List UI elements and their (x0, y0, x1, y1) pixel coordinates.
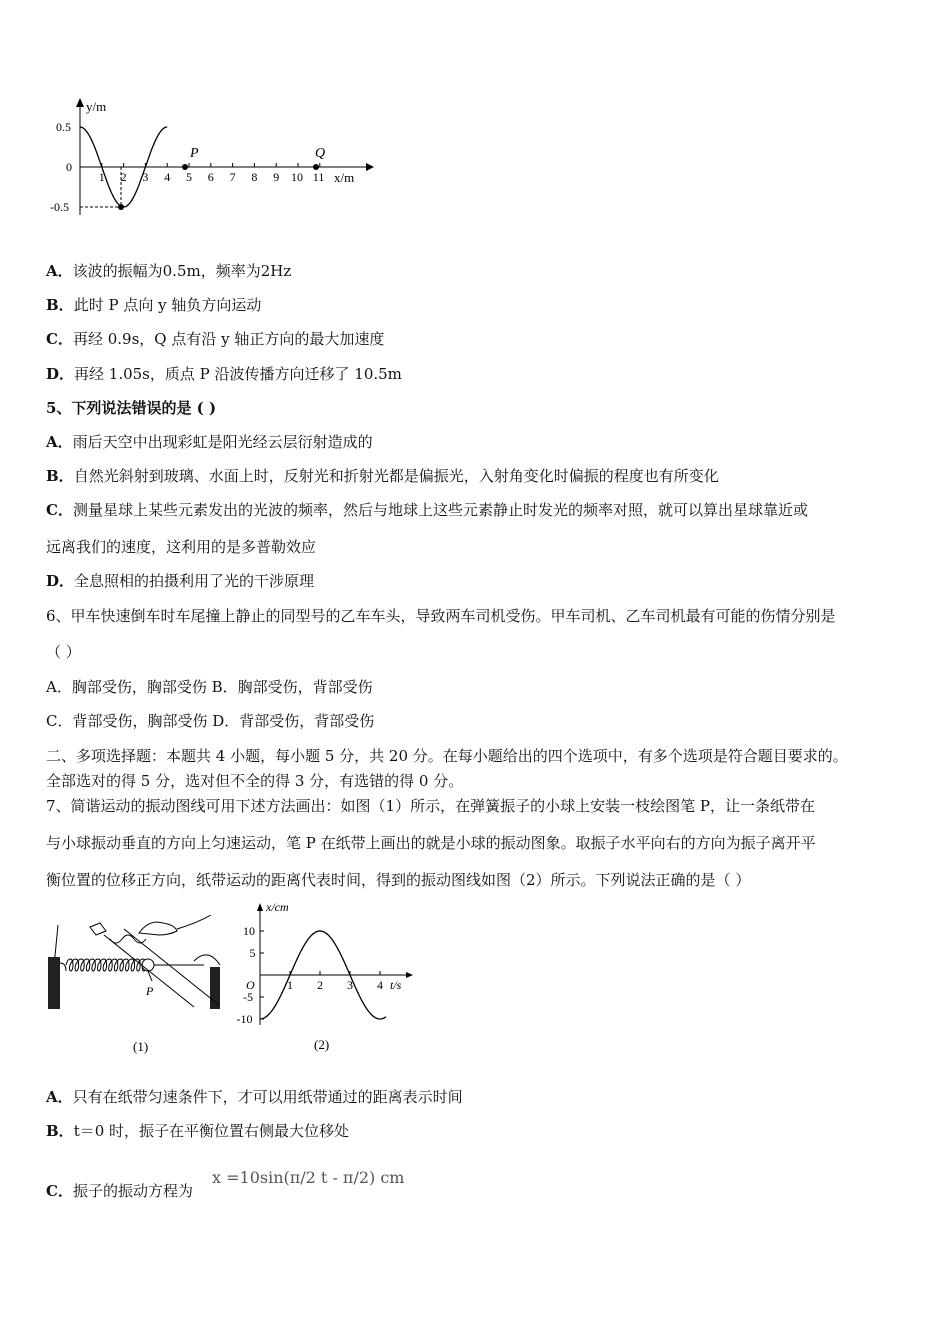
t-tick-label: 2 (317, 978, 323, 992)
wave-figure (48, 95, 378, 225)
x-tick-label: 2 (120, 170, 127, 184)
q4-option-a: A．该波的振幅为0.5m，频率为2Hz (46, 262, 292, 280)
q7-option-a: A．只有在纸带匀速条件下，才可以用纸带通过的距离表示时间 (46, 1088, 463, 1106)
t-tick-label: 4 (377, 978, 383, 992)
q5-option-c-cont: 远离我们的速度，这利用的是多普勒效应 (46, 538, 317, 556)
hand-sleeve (177, 915, 211, 929)
trough-dot (118, 204, 124, 210)
x-axis-arrow (366, 163, 374, 171)
y-tick-neg0.5: -0.5 (50, 200, 69, 214)
left-wall (48, 957, 60, 1009)
q5-option-c: C．测量星球上某些元素发出的光波的频率，然后与地球上这些元素静止时发光的频率对照，就可以算出星球靠近或 (46, 501, 808, 519)
t-tick-label: 1 (287, 978, 293, 992)
spring (66, 959, 146, 971)
pen-label-p: P (146, 984, 154, 998)
q6-stem-line1: 6、甲车快速倒车时车尾撞上静止的同型号的乙车车头，导致两车司机受伤。甲车司机、乙车司机最有可能的伤情分别是 (46, 607, 836, 625)
x-tick-label: 11 (312, 170, 325, 184)
q7-stem-line3: 衡位置的位移正方向，纸带运动的距离代表时间，得到的振动图线如图（2）所示。下列说法正确的是（ ） (46, 871, 751, 889)
x-tick-label: 4 (164, 170, 171, 184)
spring-oscillator-figure (44, 915, 234, 1060)
figure2-caption: (2) (314, 1037, 330, 1052)
section2-line1: 二、多项选择题：本题共 4 小题，每小题 5 分，共 20 分。在每小题给出的四个选项中，有多个选项是符合题目要求的。 (46, 747, 848, 765)
tape-roll (90, 923, 106, 935)
q5-option-b: B．自然光斜射到玻璃、水面上时，反射光和折射光都是偏振光，入射角变化时偏振的程度也有所变化 (46, 467, 719, 485)
q4-option-b: B．此时 P 点向 y 轴负方向运动 (46, 296, 262, 314)
q7-option-c: C．振子的振动方程为 (46, 1182, 193, 1200)
x-axis-arrow (257, 903, 263, 911)
point-q-label: Q (315, 146, 326, 161)
x-tick-label: 5 (186, 170, 192, 184)
x-tick-label: 3 (142, 170, 149, 184)
y-tick-0.5: 0.5 (56, 120, 71, 134)
origin-label: O (246, 978, 255, 992)
q5-option-a: A．雨后天空中出现彩虹是阳光经云层衍射造成的 (46, 433, 373, 451)
q7-stem-line1: 7、简谐运动的振动图线可用下述方法画出：如图（1）所示，在弹簧振子的小球上安装一枝绘图笔 P，让一条纸带在 (46, 797, 815, 815)
q6-options-row1: A．胸部受伤，胸部受伤 B．胸部受伤，背部受伤 (46, 678, 373, 696)
x-axis-label: x/m (334, 170, 355, 185)
y-axis-arrow (76, 98, 84, 107)
point-q-dot (313, 164, 319, 170)
point-p-label: P (190, 146, 199, 161)
y-tick-0: 0 (66, 160, 72, 174)
x-tick-label: 8 (251, 170, 258, 184)
y-tick-label: -5 (243, 990, 253, 1004)
q6-options-row2: C．背部受伤，胸部受伤 D．背部受伤，背部受伤 (46, 712, 375, 730)
paper-tape-edge2 (124, 929, 219, 1005)
left-wall-bracket (60, 963, 66, 971)
q7-option-c-equation: x =10sin(π/2 t - π/2) cm (212, 1168, 405, 1187)
q4-option-d: D．再经 1.05s，质点 P 沿波传播方向迁移了 10.5m (46, 365, 402, 383)
x-tick-label: 7 (229, 170, 236, 184)
x-tick-label: 6 (207, 170, 214, 184)
vibration-graph-figure (228, 897, 418, 1062)
q6-stem-line2: （ ） (46, 643, 81, 661)
x-tick-label: 1 (98, 170, 105, 184)
y-tick-label: -10 (236, 1012, 253, 1026)
right-wall (210, 967, 220, 1009)
point-p-dot (182, 164, 188, 170)
q5-stem: 5、下列说法错误的是 ( ) (46, 399, 217, 417)
t-axis-arrow (406, 972, 413, 978)
x-tick-label: 9 (273, 170, 280, 184)
section2-line2: 全部选对的得 5 分，选对但不全的得 3 分，有选错的得 0 分。 (46, 772, 464, 790)
y-axis-label: y/m (86, 99, 107, 114)
x-tick-label: 10 (291, 170, 303, 184)
q5-option-d: D．全息照相的拍摄利用了光的干涉原理 (46, 572, 315, 590)
t-tick-label: 3 (347, 978, 353, 992)
q7-option-b: B．t＝0 时，振子在平衡位置右侧最大位移处 (46, 1122, 350, 1140)
oscillator-ball (142, 959, 154, 971)
figure1-caption: (1) (133, 1039, 149, 1054)
y-tick-label: 10 (243, 924, 255, 938)
hand-pulling-tape (139, 922, 177, 935)
y-tick-label: 5 (249, 946, 256, 960)
x-axis-label: x/cm (266, 900, 289, 914)
right-roller (194, 955, 220, 965)
q4-option-c: C．再经 0.9s，Q 点有沿 y 轴正方向的最大加速度 (46, 330, 385, 348)
q7-stem-line2: 与小球振动垂直的方向上匀速运动，笔 P 在纸带上画出的就是小球的振动图象。取振子水平向右的方向为振子离开平 (46, 834, 816, 852)
t-axis-label: t/s (390, 978, 402, 992)
